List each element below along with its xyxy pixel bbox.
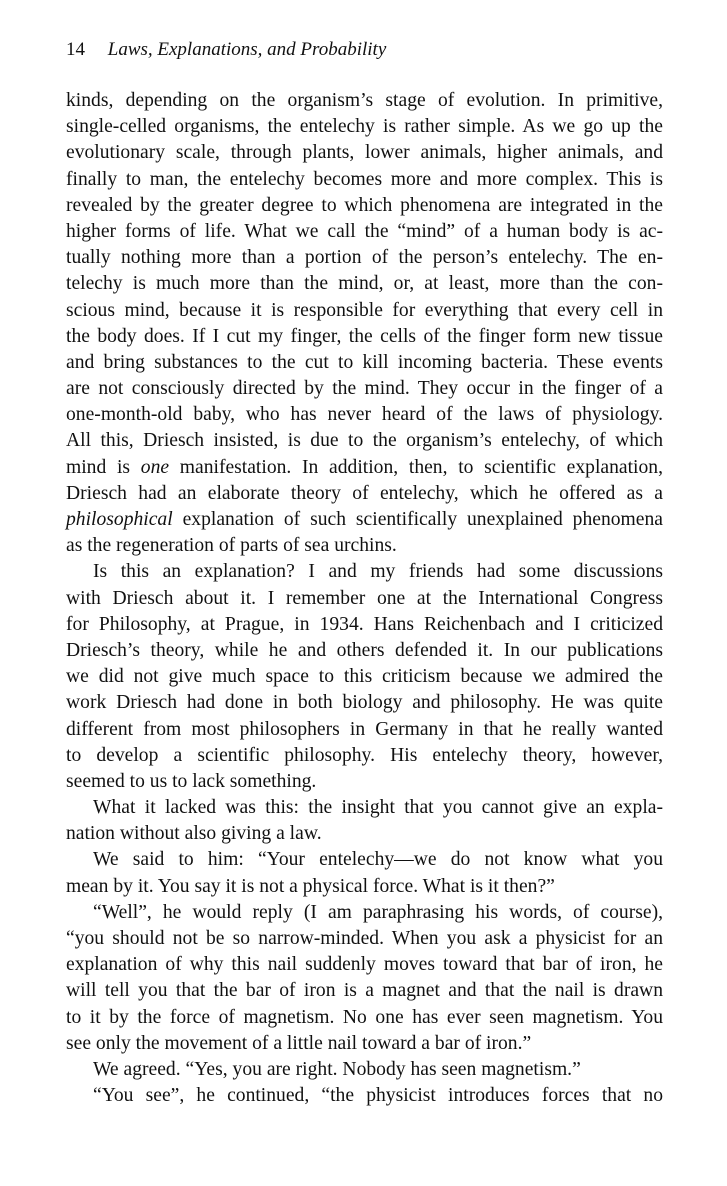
text-line: we did not give much space to this criticism because we admired the — [66, 666, 663, 688]
text-line: “you should not be so narrow-minded. When you ask a physicist for an — [66, 928, 663, 949]
text-line — [66, 455, 663, 481]
text-line: mean by it. You say it is not a physical force. What is it then?” — [66, 875, 555, 897]
text-run: explanation of such scientifically unexplained phenomena — [172, 509, 663, 530]
running-head — [66, 38, 386, 62]
text-line: Is this an explanation? I and my friends had some discussions — [93, 561, 663, 583]
text-line: “You see”, he continued, “the physicist introduces forces that no — [93, 1085, 663, 1107]
text-line: Driesch’s theory, while he and others defended it. In our publications — [66, 639, 663, 661]
text-line: the body does. If I cut my finger, the cells of the finger form new tissue — [66, 325, 663, 347]
text-line: evolutionary scale, through plants, lower animals, higher animals, and — [66, 142, 663, 164]
text-line: What it lacked was this: the insight that you cannot give an expla- — [93, 797, 663, 819]
text-line: explanation of why this nail suddenly moves toward that bar of iron, he — [66, 954, 663, 976]
emphasis-text: one — [140, 456, 170, 478]
text-line: scious mind, because it is responsible for everything that every cell in — [66, 299, 663, 321]
body-text — [66, 88, 663, 1109]
text-line: “Well”, he would reply (I am paraphrasing his words, of course), — [93, 901, 663, 923]
text-line: to develop a scientific philosophy. His entelechy theory, however, — [66, 744, 663, 766]
text-line: are not consciously directed by the mind. They occur in the finger of a — [66, 378, 663, 400]
text-line: work Driesch had done in both biology and philosophy. He was quite — [66, 692, 663, 714]
text-line: will tell you that the bar of iron is a magnet and that the nail is drawn — [66, 980, 663, 1002]
text-line: as the regeneration of parts of sea urchins. — [66, 535, 397, 557]
text-line: finally to man, the entelechy becomes more and more complex. This is — [66, 168, 663, 190]
text-line: higher forms of life. What we call the “mind” of a human body is ac- — [66, 220, 663, 242]
text-line: to it by the force of magnetism. No one has ever seen magnetism. You — [66, 1006, 663, 1028]
text-line: for Philosophy, at Prague, in 1934. Hans Reichenbach and I criticized — [66, 613, 663, 635]
text-line: one-month-old baby, who has never heard of the laws of physiology. — [66, 404, 663, 426]
emphasis-text: philosophical — [66, 509, 173, 530]
text-line: seemed to us to lack something. — [66, 770, 317, 792]
text-line: All this, Driesch insisted, is due to the organism’s entelechy, of which — [66, 430, 663, 452]
text-line: kinds, depending on the organism’s stage of evolution. In primitive, — [66, 90, 663, 111]
text-line: different from most philosophers in Germany in that he really wanted — [66, 718, 663, 740]
text-run: manifestation. In addition, then, to scientific explanation, — [169, 456, 663, 478]
text-line: see only the movement of a little nail toward a bar of iron.” — [66, 1032, 532, 1054]
text-line: Driesch had an elaborate theory of entelechy, which he offered as a — [66, 482, 663, 504]
text-line: tually nothing more than a portion of the person’s entelechy. The en- — [66, 247, 663, 269]
text-line — [66, 507, 663, 533]
text-line: telechy is much more than the mind, or, at least, more than the con- — [66, 273, 663, 295]
text-run: mind is — [66, 456, 141, 478]
text-line: revealed by the greater degree to which phenomena are integrated in the — [66, 194, 663, 216]
text-line: single-celled organisms, the entelechy is rather simple. As we go up the — [66, 116, 663, 138]
running-title: Laws, Explanations, and Probability — [107, 39, 387, 60]
text-line: with Driesch about it. I remember one at the International Congress — [66, 587, 663, 609]
text-line: We agreed. “Yes, you are right. Nobody has seen magnetism.” — [93, 1058, 581, 1080]
text-line: We said to him: “Your entelechy—we do not know what you — [93, 849, 663, 871]
text-line: nation without also giving a law. — [66, 823, 322, 845]
text-line: and bring substances to the cut to kill incoming bacteria. These events — [66, 351, 663, 373]
page-number: 14 — [66, 39, 85, 60]
